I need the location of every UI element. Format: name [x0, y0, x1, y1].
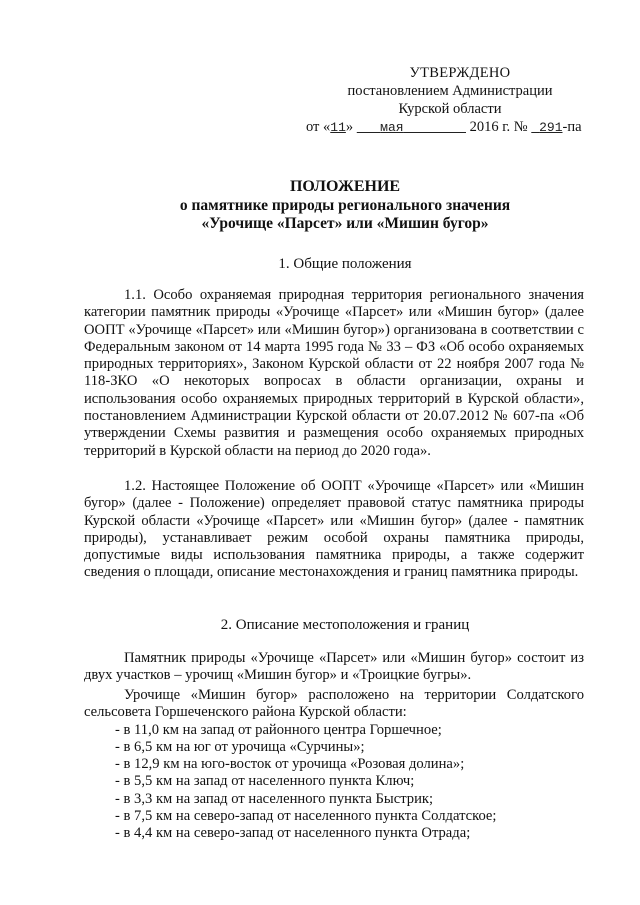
- list-item: - в 11,0 км на запад от районного центра Горшечное;: [115, 721, 442, 738]
- document-title: [100, 178, 590, 234]
- distance-list: [84, 722, 584, 843]
- handwritten-number: [531, 120, 562, 135]
- number-suffix: -па: [562, 119, 582, 135]
- title-line-2: о памятнике природы регионального значения: [179, 196, 511, 214]
- section-2-paragraph-1: [84, 650, 584, 685]
- list-item: - в 3,3 км на запад от населенного пункта Быстрик;: [115, 790, 434, 807]
- year-text: 2016 г. №: [469, 119, 528, 135]
- section-1-paragraph-2: [84, 478, 584, 582]
- approval-heading: УТВЕРЖДЕНО: [409, 65, 511, 81]
- handwritten-day: 11: [330, 120, 346, 135]
- number-text: 291: [539, 120, 563, 135]
- section-1-paragraph-1: [84, 287, 584, 460]
- section-2-paragraph-2: [84, 687, 584, 843]
- list-item: - в 4,4 км на северо-запад от населенного пункта Отрада;: [115, 825, 471, 842]
- title-line-3: «Урочище «Парсет» или «Мишин бугор»: [201, 215, 489, 232]
- date-prefix: от «: [306, 119, 331, 135]
- approval-date-line: [300, 118, 600, 137]
- month-text: мая: [380, 120, 404, 135]
- handwritten-month: [357, 120, 466, 135]
- list-item: - в 12,9 км на юго-восток от урочища «Розовая долина»;: [115, 756, 465, 773]
- paragraph-text: Памятник природы «Урочище «Парсет» или «Мишин бугор» состоит из двух участков – урочищ «Мишин бугор» и «Троицкие бугры».: [84, 650, 584, 684]
- section-1-heading: 1. Общие положения: [278, 256, 412, 272]
- list-item: - в 6,5 км на юг от урочища «Сурчины»;: [115, 738, 365, 755]
- approval-block: [300, 64, 600, 137]
- list-item: - в 5,5 км на запад от населенного пункта Ключ;: [115, 773, 415, 790]
- section-2-heading: 2. Описание местоположения и границ: [220, 617, 470, 633]
- paragraph-text: 1.1. Особо охраняемая природная территория регионального значения категории памятник природы «Урочище «Парсет» или «Мишин бугор» (далее ООПТ «Урочище «Парсет» или «Мишин бугор») организована в соответствии с Федеральным законом от 14 марта 1995 года № 33 – ФЗ «Об особо охраняемых природных территориях», Законом Курской области от 22 ноября 2007 года № 118-ЗКО «О некоторых вопросах в области организации, охраны и использования особо охраняемых природных территорий в Курской области», постановлением Администрации Курской области от 20.07.2012 № 607-па «Об утверждении Схемы развития и размещения особо охраняемых природных территорий в Курской области на период до 2020 года».: [84, 287, 584, 459]
- approval-line-1: постановлением Администрации: [347, 83, 553, 99]
- title-line-1: ПОЛОЖЕНИЕ: [289, 178, 401, 195]
- list-item: - в 7,5 км на северо-запад от населенного пункта Солдатское;: [115, 808, 497, 825]
- approval-line-2: Курской области: [398, 101, 502, 117]
- date-mid: »: [345, 119, 354, 135]
- paragraph-text: Урочище «Мишин бугор» расположено на территории Солдатского сельсовета Горшеченского района Курской области:: [84, 687, 584, 721]
- paragraph-text: 1.2. Настоящее Положение об ООПТ «Урочище «Парсет» или «Мишин бугор» (далее - Положение) определяет правовой статус памятника природы Курской области «Урочище «Парсет» или «Мишин бугор» (далее - памятник природы), устанавливает режим особой охраны памятника природы, допустимые виды использования памятника природы, а также содержит сведения о площади, описание местонахождения и границ памятника природы.: [84, 478, 584, 581]
